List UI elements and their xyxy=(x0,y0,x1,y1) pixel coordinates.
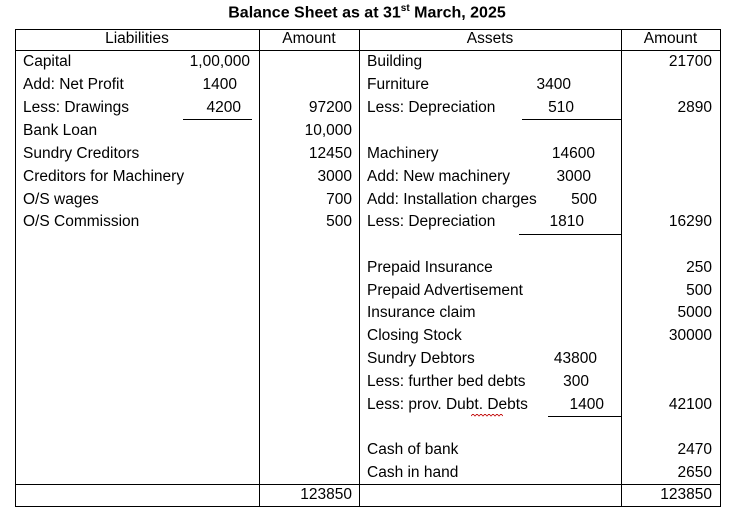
title-text: Balance Sheet as at 31 xyxy=(228,4,401,22)
liab-label-drawings: Less: Drawings xyxy=(23,99,129,116)
liab-amount-os-commission: 500 xyxy=(326,213,352,230)
asset-label-furniture: Furniture xyxy=(367,76,430,93)
liab-label-os-wages: O/S wages xyxy=(23,191,99,208)
asset-sub-new-machinery: 3000 xyxy=(556,168,591,185)
sheet-title xyxy=(0,3,734,22)
asset-sub-furniture-depreciation: 510 xyxy=(548,99,574,116)
asset-sub-sundry-debtors: 43800 xyxy=(553,350,597,367)
asset-label-prepaid-insurance: Prepaid Insurance xyxy=(367,259,493,276)
liab-sub-drawings: 4200 xyxy=(206,99,241,116)
furniture-depreciation-underline xyxy=(522,119,622,120)
asset-amount-machinery: 16290 xyxy=(668,213,712,230)
title-superscript: st xyxy=(400,3,410,14)
total-assets: 123850 xyxy=(660,486,712,503)
asset-label-installation: Add: Installation charges xyxy=(367,191,537,208)
asset-sub-further-bad-debts: 300 xyxy=(563,373,589,390)
spellcheck-squiggle xyxy=(471,414,503,417)
asset-label-sundry-debtors: Sundry Debtors xyxy=(367,350,475,367)
liab-sub-net-profit: 1400 xyxy=(202,76,237,93)
asset-label-further-bad-debts: Less: further bed debts xyxy=(367,373,526,390)
asset-label-prepaid-advertisement: Prepaid Advertisement xyxy=(367,282,523,299)
liab-amount-os-wages: 700 xyxy=(326,191,352,208)
drawings-underline xyxy=(183,119,252,120)
asset-amount-insurance-claim: 5000 xyxy=(677,304,712,321)
asset-label-closing-stock: Closing Stock xyxy=(367,327,462,344)
asset-sub-installation: 500 xyxy=(571,191,597,208)
asset-label-machinery-depreciation: Less: Depreciation xyxy=(367,213,496,230)
table-bottom-border xyxy=(15,506,720,507)
asset-label-building: Building xyxy=(367,53,423,70)
liabilities-assets-divider xyxy=(359,29,360,507)
asset-amount-cash-hand: 2650 xyxy=(677,464,712,481)
asset-amount-sundry-debtors: 42100 xyxy=(668,396,712,413)
asset-label-insurance-claim: Insurance claim xyxy=(367,304,476,321)
total-liabilities: 123850 xyxy=(300,486,352,503)
asset-amount-furniture: 2890 xyxy=(677,99,712,116)
header-liabilities: Liabilities xyxy=(105,30,169,47)
liab-label-net-profit: Add: Net Profit xyxy=(23,76,124,93)
liab-amount-capital: 97200 xyxy=(308,99,352,116)
asset-sub-machinery-depreciation: 1810 xyxy=(549,213,584,230)
header-assets: Assets xyxy=(466,30,514,47)
asset-amount-cash-bank: 2470 xyxy=(677,441,712,458)
asset-label-machinery: Machinery xyxy=(367,145,439,162)
total-top-border xyxy=(15,484,720,485)
asset-amount-closing-stock: 30000 xyxy=(668,327,712,344)
liab-label-os-commission: O/S Commission xyxy=(23,213,140,230)
machinery-depreciation-underline xyxy=(519,234,621,235)
header-amount-assets: Amount xyxy=(643,30,698,47)
liab-amount-sundry-creditors: 12450 xyxy=(308,145,352,162)
liab-label-sundry-creditors: Sundry Creditors xyxy=(23,145,140,162)
asset-sub-machinery: 14600 xyxy=(551,145,595,162)
right-border xyxy=(720,29,721,507)
liab-sub-capital: 1,00,000 xyxy=(189,53,250,70)
asset-sub-furniture: 3400 xyxy=(536,76,571,93)
asset-label-new-machinery: Add: New machinery xyxy=(367,168,511,185)
asset-label-prov-doubtful-debts: Less: prov. Dubt. Debts xyxy=(367,396,528,413)
liab-amount-bank-loan: 10,000 xyxy=(304,122,352,139)
asset-label-furniture-depreciation: Less: Depreciation xyxy=(367,99,496,116)
header-amount-liabilities: Amount xyxy=(282,30,336,47)
liab-label-capital: Capital xyxy=(23,53,72,70)
asset-amount-building: 21700 xyxy=(668,53,712,70)
liab-label-creditors-machinery: Creditors for Machinery xyxy=(23,168,185,185)
title-rest: March, 2025 xyxy=(409,4,506,22)
left-border xyxy=(15,29,16,507)
asset-amount-prepaid-advertisement: 500 xyxy=(686,282,712,299)
asset-sub-prov-doubtful-debts: 1400 xyxy=(569,396,604,413)
asset-label-cash-hand: Cash in hand xyxy=(367,464,459,481)
asset-label-cash-bank: Cash of bank xyxy=(367,441,459,458)
header-bottom-border xyxy=(15,50,720,51)
liab-label-bank-loan: Bank Loan xyxy=(23,122,98,139)
doubtful-debts-underline xyxy=(548,416,621,417)
asset-amount-prepaid-insurance: 250 xyxy=(686,259,712,276)
liab-amount-creditors-machinery: 3000 xyxy=(317,168,352,185)
